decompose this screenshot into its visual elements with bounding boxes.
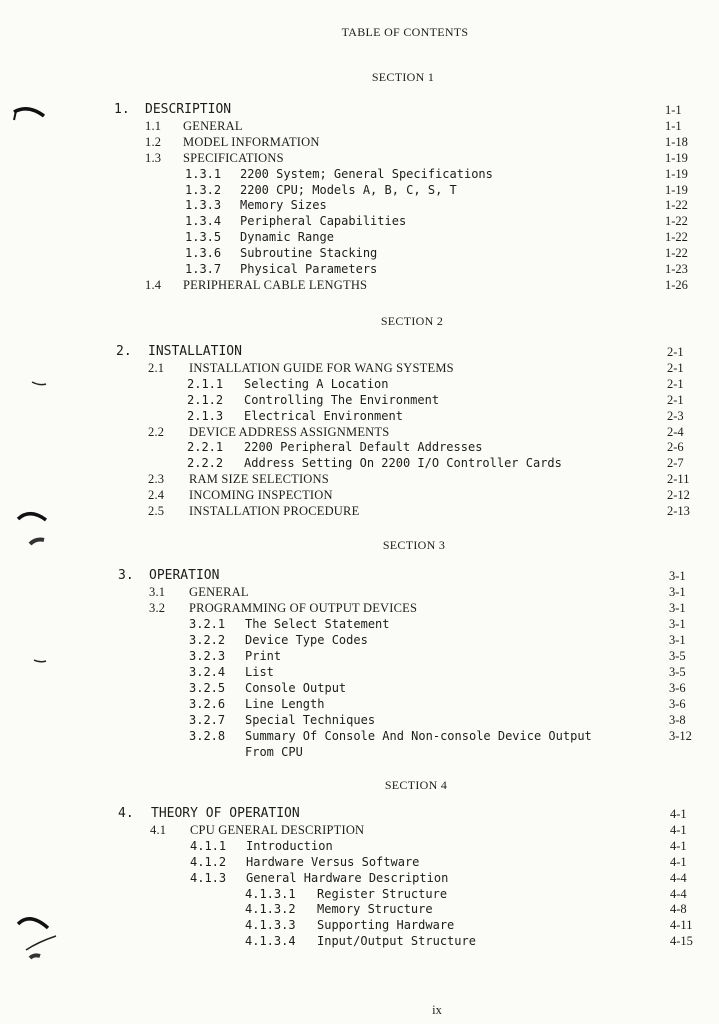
toc-entry-title: General Hardware Description	[246, 870, 449, 885]
toc-entry-page: 1-26	[665, 277, 688, 292]
toc-entry-title: Physical Parameters	[240, 262, 378, 276]
toc-entry-number: 1.3.6	[185, 246, 222, 261]
page-number: ix	[432, 1003, 442, 1017]
toc-entry-number: 3.2.1	[189, 617, 226, 631]
toc-entry-title: Memory Sizes	[240, 198, 327, 213]
toc-entry-title: 2200 System; General Specifications	[240, 166, 493, 181]
toc-entry-page: 3-8	[669, 713, 686, 727]
toc-entry-page: 2-4	[667, 424, 684, 439]
toc-entry-title: GENERAL	[189, 585, 249, 599]
toc-entry-page: 2-6	[667, 440, 684, 455]
toc-entry-title: Input/Output Structure	[317, 934, 476, 949]
toc-entry-number: 3.2.8	[189, 729, 226, 743]
toc-entry-number: 4.1.3.4	[245, 934, 296, 949]
toc-entry-page: 4-1	[670, 854, 687, 869]
toc-entry-page: 4-1	[670, 838, 687, 853]
toc-entry-number: 1.	[114, 102, 130, 117]
toc-entry-number: 1.3.3	[185, 198, 222, 213]
toc-entry-title: INSTALLATION PROCEDURE	[189, 504, 360, 518]
toc-entry-number: 3.2.2	[189, 633, 226, 647]
toc-entry-title: Print	[245, 649, 282, 663]
toc-entry-page: 2-1	[667, 376, 684, 391]
toc-entry-page: 2-11	[667, 472, 690, 487]
toc-title: TABLE OF CONTENTS	[341, 25, 469, 39]
toc-entry-number: 2.5	[148, 504, 165, 518]
toc-entry-title: Device Type Codes	[245, 633, 368, 647]
toc-entry-title: INSTALLATION	[148, 344, 242, 359]
toc-entry-number: 2.3	[148, 472, 165, 487]
section-heading: SECTION 2	[380, 314, 444, 328]
toc-entry-page: 1-1	[665, 103, 682, 117]
toc-entry-number: 3.	[118, 568, 134, 583]
toc-entry-number: 4.1.1	[190, 838, 227, 853]
toc-entry-title: DESCRIPTION	[145, 102, 232, 117]
toc-entry-page: 1-1	[665, 118, 682, 133]
toc-entry-title: Hardware Versus Software	[246, 854, 420, 869]
toc-entry-title: Memory Structure	[317, 902, 433, 917]
toc-entry-page: 1-19	[665, 182, 688, 197]
toc-entry-number: 1.2	[145, 134, 162, 149]
toc-entry-title: Peripheral Capabilities	[240, 214, 407, 229]
toc-entry-number: 2.1.2	[187, 392, 224, 407]
toc-entry-number: 1.3.2	[185, 182, 222, 197]
toc-entry-number: 1.3.4	[185, 214, 222, 229]
toc-entry-title-continued: From CPU	[245, 745, 303, 759]
toc-entry-page: 1-22	[665, 198, 688, 213]
toc-entry-title: Controlling The Environment	[244, 392, 440, 407]
toc-entry-number: 4.1	[150, 822, 167, 837]
toc-entry-title: GENERAL	[183, 118, 243, 133]
toc-entry-number: 2.1.1	[187, 376, 224, 391]
toc-entry-page: 3-1	[669, 601, 686, 615]
toc-entry-title: PROGRAMMING OF OUTPUT DEVICES	[189, 601, 418, 615]
toc-entry-number: 2.2	[148, 424, 165, 439]
toc-entry-page: 3-6	[669, 697, 686, 711]
toc-entry-page: 3-5	[669, 649, 686, 663]
toc-entry-number: 2.1.3	[187, 408, 224, 423]
toc-entry-number: 1.3.1	[185, 166, 222, 181]
toc-entry-page: 1-19	[665, 166, 688, 181]
toc-entry-title: 2200 Peripheral Default Addresses	[244, 440, 483, 455]
toc-entry-number: 3.2.4	[189, 665, 226, 679]
toc-entry-title: Introduction	[246, 838, 333, 853]
toc-entry-number: 1.3.5	[185, 230, 222, 245]
toc-entry-page: 3-1	[669, 617, 686, 631]
toc-entry-page: 4-11	[670, 918, 693, 933]
toc-entry-title: INCOMING INSPECTION	[189, 488, 333, 503]
toc-entry-page: 2-13	[667, 504, 690, 518]
toc-entry-page: 3-12	[669, 729, 692, 743]
toc-entry-number: 4.1.3.3	[245, 918, 296, 933]
toc-entry-number: 1.3.7	[185, 262, 222, 276]
toc-entry-number: 4.1.2	[190, 854, 227, 869]
toc-entry-title: OPERATION	[149, 568, 220, 583]
toc-entry-title: The Select Statement	[245, 617, 390, 631]
toc-entry-title: List	[245, 665, 274, 679]
toc-entry-page: 1-23	[665, 262, 688, 276]
toc-entry-page: 2-3	[667, 408, 684, 423]
toc-entry-title: MODEL INFORMATION	[183, 134, 320, 149]
toc-entry-number: 1.3	[145, 150, 162, 165]
toc-entry-page: 3-6	[669, 681, 686, 695]
toc-entry-title: Register Structure	[317, 886, 448, 901]
toc-entry-number: 4.1.3.1	[245, 886, 296, 901]
toc-entry-number: 2.2.1	[187, 440, 224, 455]
toc-entry-title: Subroutine Stacking	[240, 246, 378, 261]
toc-entry-page: 2-1	[667, 392, 684, 407]
section-heading: SECTION 1	[371, 70, 435, 84]
toc-entry-page: 1-22	[665, 246, 688, 261]
toc-entry-page: 3-1	[669, 585, 686, 599]
toc-entry-title: CPU GENERAL DESCRIPTION	[190, 822, 365, 837]
toc-entry-title: PERIPHERAL CABLE LENGTHS	[183, 277, 368, 292]
toc-entry-page: 4-4	[670, 886, 687, 901]
toc-entry-page: 3-1	[669, 569, 686, 583]
toc-entry-number: 1.1	[145, 118, 162, 133]
section-heading: SECTION 3	[382, 538, 446, 552]
toc-entry-title: Line Length	[245, 697, 325, 711]
section-heading: SECTION 4	[384, 778, 448, 792]
toc-entry-page: 4-8	[670, 902, 687, 917]
toc-entry-number: 3.2.3	[189, 649, 226, 663]
toc-entry-title: INSTALLATION GUIDE FOR WANG SYSTEMS	[189, 360, 454, 375]
toc-entry-number: 4.1.3.2	[245, 902, 296, 917]
toc-entry-page: 4-4	[670, 870, 687, 885]
toc-entry-title: Special Techniques	[245, 713, 376, 727]
toc-entry-page: 2-7	[667, 456, 684, 471]
toc-entry-title: Electrical Environment	[244, 408, 403, 423]
toc-entry-number: 2.4	[148, 488, 165, 503]
toc-entry-title: Console Output	[245, 681, 347, 695]
toc-entry-number: 3.2.6	[189, 697, 226, 711]
toc-entry-number: 4.1.3	[190, 870, 227, 885]
toc-entry-number: 2.2.2	[187, 456, 224, 471]
toc-entry-title: Summary Of Console And Non-console Device Output	[245, 729, 592, 743]
toc-entry-number: 3.2.5	[189, 681, 226, 695]
toc-entry-title: SPECIFICATIONS	[183, 150, 284, 165]
toc-entry-page: 1-19	[665, 150, 688, 165]
toc-entry-title: DEVICE ADDRESS ASSIGNMENTS	[189, 424, 390, 439]
toc-entry-page: 2-1	[667, 345, 684, 359]
toc-entry-page: 4-15	[670, 934, 693, 949]
toc-entry-page: 3-1	[669, 633, 686, 647]
toc-entry-title: Supporting Hardware	[317, 918, 455, 933]
toc-entry-page: 1-22	[665, 230, 688, 245]
toc-entry-number: 3.1	[149, 585, 166, 599]
toc-entry-number: 3.2	[149, 601, 166, 615]
toc-entry-page: 1-18	[665, 134, 688, 149]
toc-entry-number: 4.	[118, 806, 134, 821]
toc-entry-page: 2-1	[667, 360, 684, 375]
toc-entry-title: Address Setting On 2200 I/O Controller Cards	[244, 456, 562, 471]
toc-entry-title: RAM SIZE SELECTIONS	[189, 472, 329, 487]
toc-entry-title: Dynamic Range	[240, 230, 334, 245]
toc-entry-title: 2200 CPU; Models A, B, C, S, T	[240, 182, 457, 197]
toc-entry-number: 3.2.7	[189, 713, 226, 727]
toc-entry-page: 4-1	[670, 822, 687, 837]
toc-entry-page: 1-22	[665, 214, 688, 229]
toc-entry-page: 4-1	[670, 807, 687, 821]
toc-entry-number: 2.1	[148, 360, 165, 375]
toc-entry-title: THEORY OF OPERATION	[151, 806, 300, 821]
toc-entry-number: 1.4	[145, 277, 162, 292]
toc-entry-page: 2-12	[667, 488, 690, 503]
toc-entry-page: 3-5	[669, 665, 686, 679]
toc-entry-number: 2.	[116, 344, 132, 359]
toc-entry-title: Selecting A Location	[244, 376, 389, 391]
